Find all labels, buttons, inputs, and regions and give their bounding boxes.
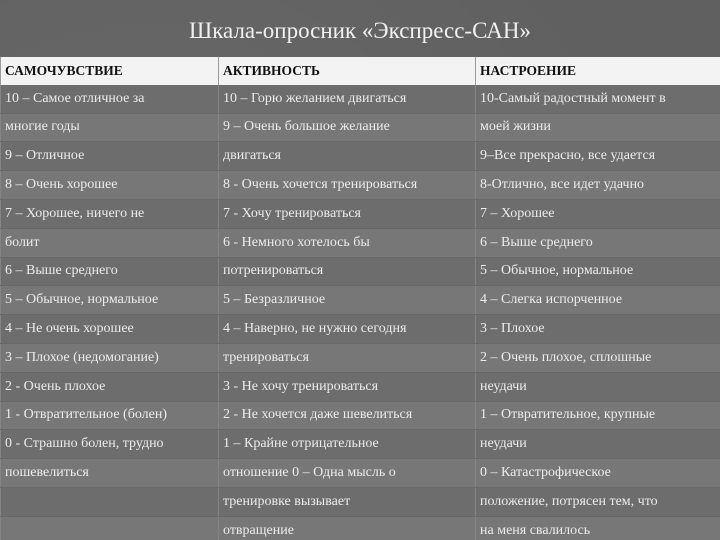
mood-cell: 4 – Слегка испорченное (476, 286, 720, 315)
table-row (1, 199, 720, 228)
mood-cell: 2 – Очень плохое, сплошные (476, 343, 720, 372)
activity-cell: двигаться (219, 142, 476, 171)
table-row (1, 257, 720, 286)
table-row (1, 142, 720, 171)
table-row (1, 343, 720, 372)
table-body (1, 85, 720, 540)
mood-cell: 5 – Обычное, нормальное (476, 257, 720, 286)
mood-cell: 10-Самый радостный момент в (476, 85, 720, 113)
activity-cell: 4 – Наверно, не нужно сегодня (219, 315, 476, 344)
activity-cell: тренироваться (219, 343, 476, 372)
mood-cell: 6 – Выше среднего (476, 228, 720, 257)
mood-cell: 1 – Отвратительное, крупные (476, 401, 720, 430)
wellbeing-cell (1, 487, 219, 516)
table-row (1, 459, 720, 488)
wellbeing-cell: 0 - Страшно болен, трудно (1, 430, 219, 459)
wellbeing-cell (1, 516, 219, 540)
table-row (1, 315, 720, 344)
wellbeing-cell: 2 - Очень плохое (1, 372, 219, 401)
header-wellbeing: САМОЧУВСТВИЕ (1, 57, 219, 85)
activity-cell: 2 - Не хочется даже шевелиться (219, 401, 476, 430)
table-row (1, 85, 720, 113)
activity-cell: потренироваться (219, 257, 476, 286)
table-row (1, 516, 720, 540)
header-activity: АКТИВНОСТЬ (219, 57, 476, 85)
table-row (1, 487, 720, 516)
wellbeing-cell: 1 - Отвратительное (болен) (1, 401, 219, 430)
mood-cell: неудачи (476, 372, 720, 401)
questionnaire-table (0, 57, 720, 540)
activity-cell: 3 - Не хочу тренироваться (219, 372, 476, 401)
activity-cell: 7 - Хочу тренироваться (219, 199, 476, 228)
table-row (1, 171, 720, 200)
activity-cell: отвращение (219, 516, 476, 540)
mood-cell: моей жизни (476, 113, 720, 142)
table-row (1, 430, 720, 459)
wellbeing-cell: 7 – Хорошее, ничего не (1, 199, 219, 228)
activity-cell: отношение 0 – Одна мысль о (219, 459, 476, 488)
mood-cell: 3 – Плохое (476, 315, 720, 344)
activity-cell: 8 - Очень хочется тренироваться (219, 171, 476, 200)
mood-cell: 9–Все прекрасно, все удается (476, 142, 720, 171)
activity-cell: 6 - Немного хотелось бы (219, 228, 476, 257)
wellbeing-cell: 3 – Плохое (недомогание) (1, 343, 219, 372)
mood-cell: положение, потрясен тем, что (476, 487, 720, 516)
header-mood: НАСТРОЕНИЕ (476, 57, 720, 85)
wellbeing-cell: 8 – Очень хорошее (1, 171, 219, 200)
mood-cell: 7 – Хорошее (476, 199, 720, 228)
mood-cell: неудачи (476, 430, 720, 459)
table-row (1, 286, 720, 315)
activity-cell: 5 – Безразличное (219, 286, 476, 315)
table-row (1, 372, 720, 401)
activity-cell: 1 – Крайне отрицательное (219, 430, 476, 459)
activity-cell: тренировке вызывает (219, 487, 476, 516)
table-row (1, 228, 720, 257)
wellbeing-cell: многие годы (1, 113, 219, 142)
wellbeing-cell: 4 – Не очень хорошее (1, 315, 219, 344)
wellbeing-cell: болит (1, 228, 219, 257)
wellbeing-cell: 5 – Обычное, нормальное (1, 286, 219, 315)
wellbeing-cell: пошевелиться (1, 459, 219, 488)
table-row (1, 113, 720, 142)
header-row (1, 57, 720, 85)
mood-cell: 0 – Катастрофическое (476, 459, 720, 488)
wellbeing-cell: 10 – Самое отличное за (1, 85, 219, 113)
activity-cell: 9 – Очень большое желание (219, 113, 476, 142)
mood-cell: 8-Отлично, все идет удачно (476, 171, 720, 200)
activity-cell: 10 – Горю желанием двигаться (219, 85, 476, 113)
wellbeing-cell: 6 – Выше среднего (1, 257, 219, 286)
mood-cell: на меня свалилось (476, 516, 720, 540)
table-row (1, 401, 720, 430)
slide-title: Шкала-опросник «Экспресс-САН» (189, 18, 531, 43)
wellbeing-cell: 9 – Отличное (1, 142, 219, 171)
